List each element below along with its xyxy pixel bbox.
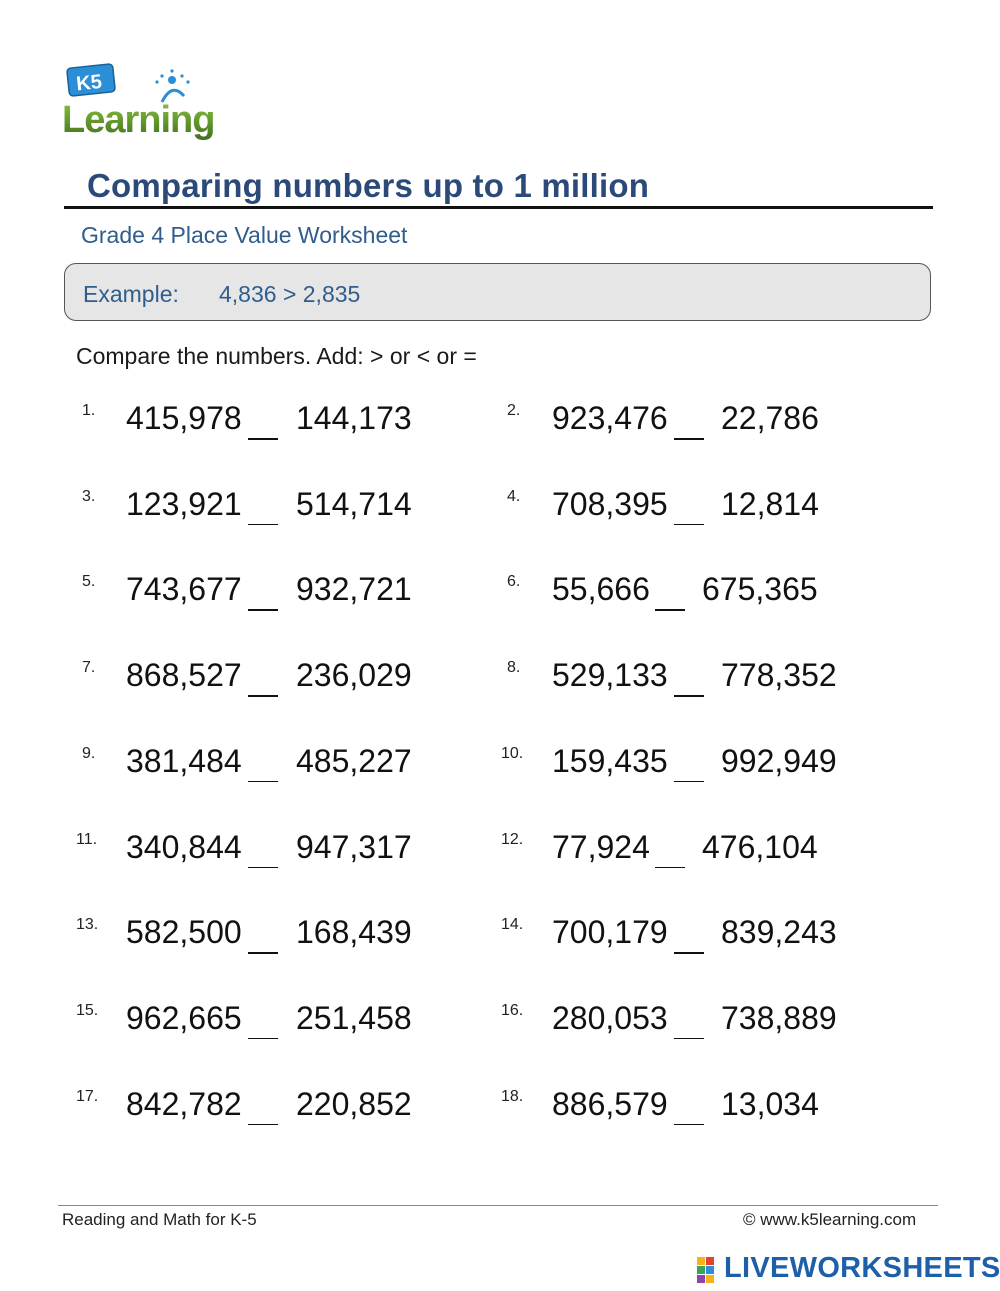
answer-blank[interactable] (674, 781, 704, 783)
problem-number: 4. (507, 487, 521, 505)
first-number: 708,395 (552, 485, 668, 522)
answer-blank[interactable] (674, 438, 704, 440)
problem-number: 15. (76, 1001, 99, 1019)
answer-blank[interactable] (248, 609, 278, 611)
answer-blank[interactable] (674, 1038, 704, 1040)
second-number: 839,243 (721, 914, 837, 951)
second-number: 220,852 (296, 1085, 412, 1122)
problem-number: 11. (76, 830, 98, 848)
first-number: 415,978 (126, 400, 242, 436)
second-number: 738,889 (721, 999, 837, 1036)
second-number: 675,365 (702, 571, 818, 608)
answer-blank[interactable] (248, 952, 278, 954)
second-number: 13,034 (721, 1085, 819, 1122)
second-number: 514,714 (296, 485, 412, 522)
second-number: 22,786 (721, 400, 819, 436)
second-number: 251,458 (296, 999, 412, 1036)
first-number: 962,665 (126, 999, 242, 1036)
first-number: 743,677 (126, 571, 242, 608)
answer-blank[interactable] (248, 695, 278, 697)
problem-number: 7. (82, 659, 96, 677)
footer-divider (58, 1205, 938, 1206)
problem-number: 10. (501, 744, 524, 762)
second-number: 947,317 (296, 828, 412, 865)
example-text: 4,836 > 2,835 (219, 281, 361, 307)
example-label: Example: (83, 281, 179, 307)
first-number: 55,666 (552, 571, 650, 608)
answer-blank[interactable] (248, 1038, 278, 1040)
second-number: 168,439 (296, 914, 412, 951)
problem-number: 6. (507, 573, 521, 591)
second-number: 236,029 (296, 657, 412, 694)
problem-number: 1. (82, 402, 96, 419)
problem-number: 12. (501, 830, 524, 848)
answer-blank[interactable] (248, 781, 278, 783)
second-number: 778,352 (721, 657, 837, 694)
second-number: 485,227 (296, 742, 412, 779)
answer-blank[interactable] (655, 609, 685, 611)
first-number: 159,435 (552, 742, 668, 779)
first-number: 123,921 (126, 485, 242, 522)
second-number: 932,721 (296, 571, 412, 608)
first-number: 529,133 (552, 657, 668, 694)
first-number: 280,053 (552, 999, 668, 1036)
title-divider (64, 206, 933, 209)
first-number: 923,476 (552, 400, 668, 436)
answer-blank[interactable] (674, 1124, 704, 1126)
instructions: Compare the numbers. Add: > or < or = (76, 343, 477, 369)
answer-blank[interactable] (674, 952, 704, 954)
first-number: 77,924 (552, 828, 650, 865)
second-number: 992,949 (721, 742, 837, 779)
problem-number: 13. (76, 916, 99, 934)
problem-number: 5. (82, 573, 96, 591)
problem-number: 14. (501, 916, 524, 934)
svg-text:Learning: Learning (62, 99, 215, 141)
problem-number: 2. (507, 402, 521, 419)
liveworksheets-brand: LIVEWORKSHEETS (724, 1252, 1000, 1284)
k5-learning-logo (62, 62, 244, 142)
answer-blank[interactable] (674, 695, 704, 697)
liveworksheets-icon (697, 1257, 723, 1283)
first-number: 381,484 (126, 742, 242, 779)
second-number: 144,173 (296, 400, 412, 436)
answer-blank[interactable] (655, 867, 685, 869)
problem-number: 16. (501, 1001, 524, 1019)
problem-number: 9. (82, 744, 96, 762)
first-number: 700,179 (552, 914, 668, 951)
footer-tagline: Reading and Math for K-5 (62, 1210, 257, 1229)
problem-number: 3. (82, 487, 96, 505)
example-box (64, 263, 931, 321)
problem-number: 8. (507, 659, 521, 677)
first-number: 340,844 (126, 828, 242, 865)
first-number: 842,782 (126, 1085, 242, 1122)
answer-blank[interactable] (248, 867, 278, 869)
page-title: Comparing numbers up to 1 million (87, 167, 650, 204)
page-subtitle: Grade 4 Place Value Worksheet (81, 222, 408, 248)
first-number: 582,500 (126, 914, 242, 951)
second-number: 476,104 (702, 828, 818, 865)
answer-blank[interactable] (248, 524, 278, 526)
answer-blank[interactable] (248, 438, 278, 440)
answer-blank[interactable] (248, 1124, 278, 1126)
second-number: 12,814 (721, 485, 819, 522)
svg-text:K5: K5 (75, 70, 103, 96)
problem-number: 18. (501, 1087, 524, 1105)
answer-blank[interactable] (674, 524, 704, 526)
problem-number: 17. (76, 1087, 99, 1105)
first-number: 886,579 (552, 1085, 668, 1122)
first-number: 868,527 (126, 657, 242, 694)
footer-copyright: © www.k5learning.com (743, 1210, 917, 1229)
